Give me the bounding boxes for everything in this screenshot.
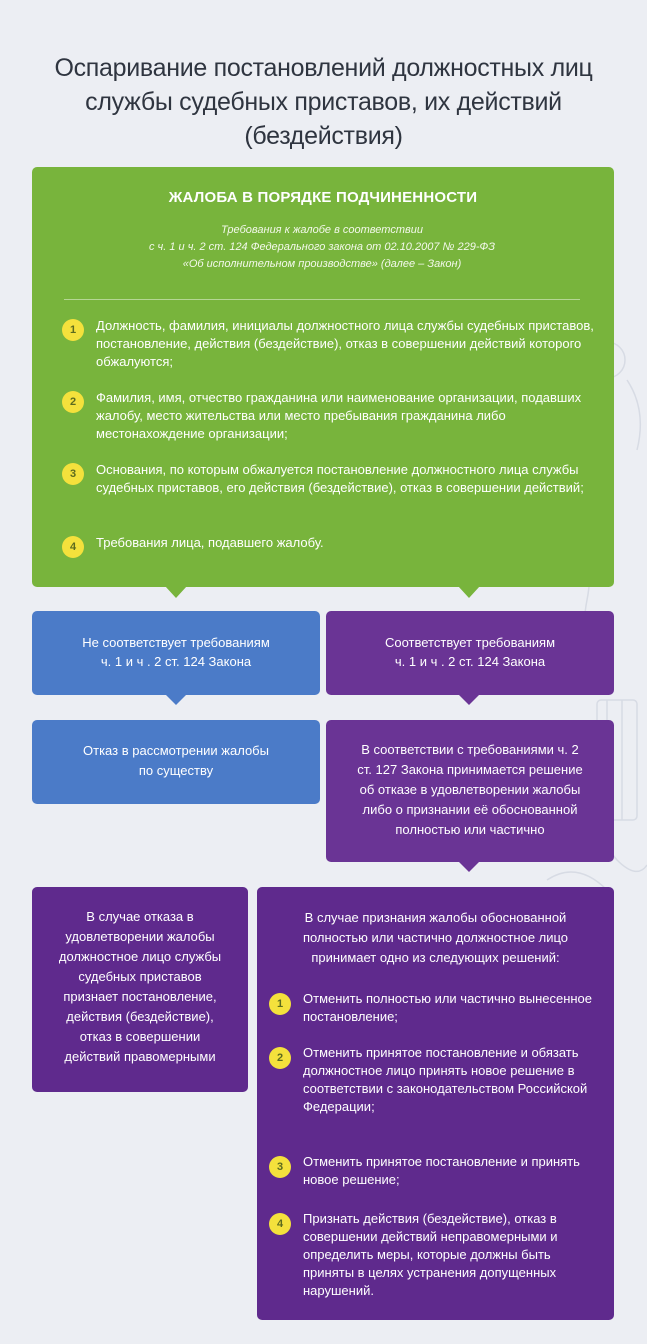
arrow-down-icon xyxy=(458,694,480,705)
requirement-text: Должность, фамилия, инициалы должностного лица службы судебных приставов, постановление, действия (бездействие), отказ в совершении действий которого обжалуются; xyxy=(96,318,594,369)
not-compliant-box xyxy=(32,611,320,695)
title-line: службы судебных приставов, их действий xyxy=(85,87,562,116)
rejected-line: отказ в совершении xyxy=(79,1029,201,1044)
decision-line: полностью или частично xyxy=(395,822,545,837)
number-badge: 3 xyxy=(62,463,84,485)
arrow-down-icon xyxy=(165,694,187,705)
rejected-line: В случае отказа в xyxy=(86,909,194,924)
requirement-text: Требования лица, подавшего жалобу. xyxy=(96,535,324,550)
rejected-line: судебных приставов xyxy=(78,969,202,984)
justified-intro-line: полностью или частично должностное лицо xyxy=(302,930,569,945)
arrow-down-icon xyxy=(165,586,187,598)
justified-intro-line: В случае признания жалобы обоснованной xyxy=(304,910,567,925)
complaint-subtitle xyxy=(72,222,572,273)
refusal-box xyxy=(32,720,320,804)
decision-line: ст. 127 Закона принимается решение xyxy=(357,762,583,777)
requirement-text: Фамилия, имя, отчество гражданина или наименование организации, подавших жалобу, место жительства или место пребывания гражданина либо местонахождение организации; xyxy=(96,390,582,441)
justified-box xyxy=(257,887,614,1320)
arrow-down-icon xyxy=(458,861,480,872)
compliant-box xyxy=(326,611,614,695)
title-line: (бездействия) xyxy=(244,121,403,150)
decision-box xyxy=(326,720,614,862)
decision-line: В соответствии с требованиями ч. 2 xyxy=(361,742,579,757)
compliant-line: ч. 1 и ч . 2 ст. 124 Закона xyxy=(394,654,546,669)
complaint-heading: ЖАЛОБА В ПОРЯДКЕ ПОДЧИНЕННОСТИ xyxy=(168,189,478,206)
page-title xyxy=(30,51,617,153)
refusal-line: Отказ в рассмотрении жалобы xyxy=(83,743,269,758)
number-badge: 4 xyxy=(62,536,84,558)
subtitle-line: Требования к жалобе в соответствии xyxy=(221,224,423,236)
decision-line: либо о признании её обоснованной xyxy=(362,802,578,817)
decision-text: Отменить полностью или частично вынесенное постановление; xyxy=(303,991,593,1024)
subtitle-line: с ч. 1 и ч. 2 ст. 124 Федерального закона от 02.10.2007 № 229-ФЗ xyxy=(148,241,495,253)
decision-text: Отменить принятое постановление и обязать должностное лицо принять новое решение в соответствии с законодательством Российской Федерации; xyxy=(303,1045,588,1114)
decision-text: Признать действия (бездействие), отказ в совершении действий неправомерными и определить меры, которые должны быть приняты в целях устранения допущенных нарушений. xyxy=(303,1211,558,1298)
rejected-box xyxy=(32,887,248,1092)
number-badge: 2 xyxy=(269,1047,291,1069)
refusal-line: по существу xyxy=(138,763,214,778)
justified-intro-line: принимает одно из следующих решений: xyxy=(311,950,560,965)
rejected-line: удовлетворении жалобы xyxy=(65,929,215,944)
not-compliant-line: Не соответствует требованиям xyxy=(82,635,270,650)
arrow-down-icon xyxy=(458,586,480,598)
number-badge: 1 xyxy=(62,319,84,341)
rejected-line: действий правомерными xyxy=(64,1049,216,1064)
number-badge: 3 xyxy=(269,1156,291,1178)
title-line: Оспаривание постановлений должностных лиц xyxy=(54,53,593,82)
number-badge: 2 xyxy=(62,391,84,413)
decision-text: Отменить принятое постановление и принять новое решение; xyxy=(303,1154,580,1187)
requirement-text: Основания, по которым обжалуется постановление должностного лица службы судебных приставов, его действия (бездействие), отказ в совершении действий; xyxy=(96,462,584,495)
rejected-line: действия (бездействие), xyxy=(66,1009,214,1024)
number-badge: 4 xyxy=(269,1213,291,1235)
divider xyxy=(64,299,580,300)
subtitle-line: «Об исполнительном производстве» (далее – Закон) xyxy=(182,258,462,270)
compliant-line: Соответствует требованиям xyxy=(384,635,556,650)
complaint-requirements-box xyxy=(32,167,614,587)
number-badge: 1 xyxy=(269,993,291,1015)
decision-line: об отказе в удовлетворении жалобы xyxy=(359,782,581,797)
not-compliant-line: ч. 1 и ч . 2 ст. 124 Закона xyxy=(100,654,252,669)
rejected-line: должностное лицо службы xyxy=(58,949,222,964)
rejected-line: признает постановление, xyxy=(63,989,217,1004)
